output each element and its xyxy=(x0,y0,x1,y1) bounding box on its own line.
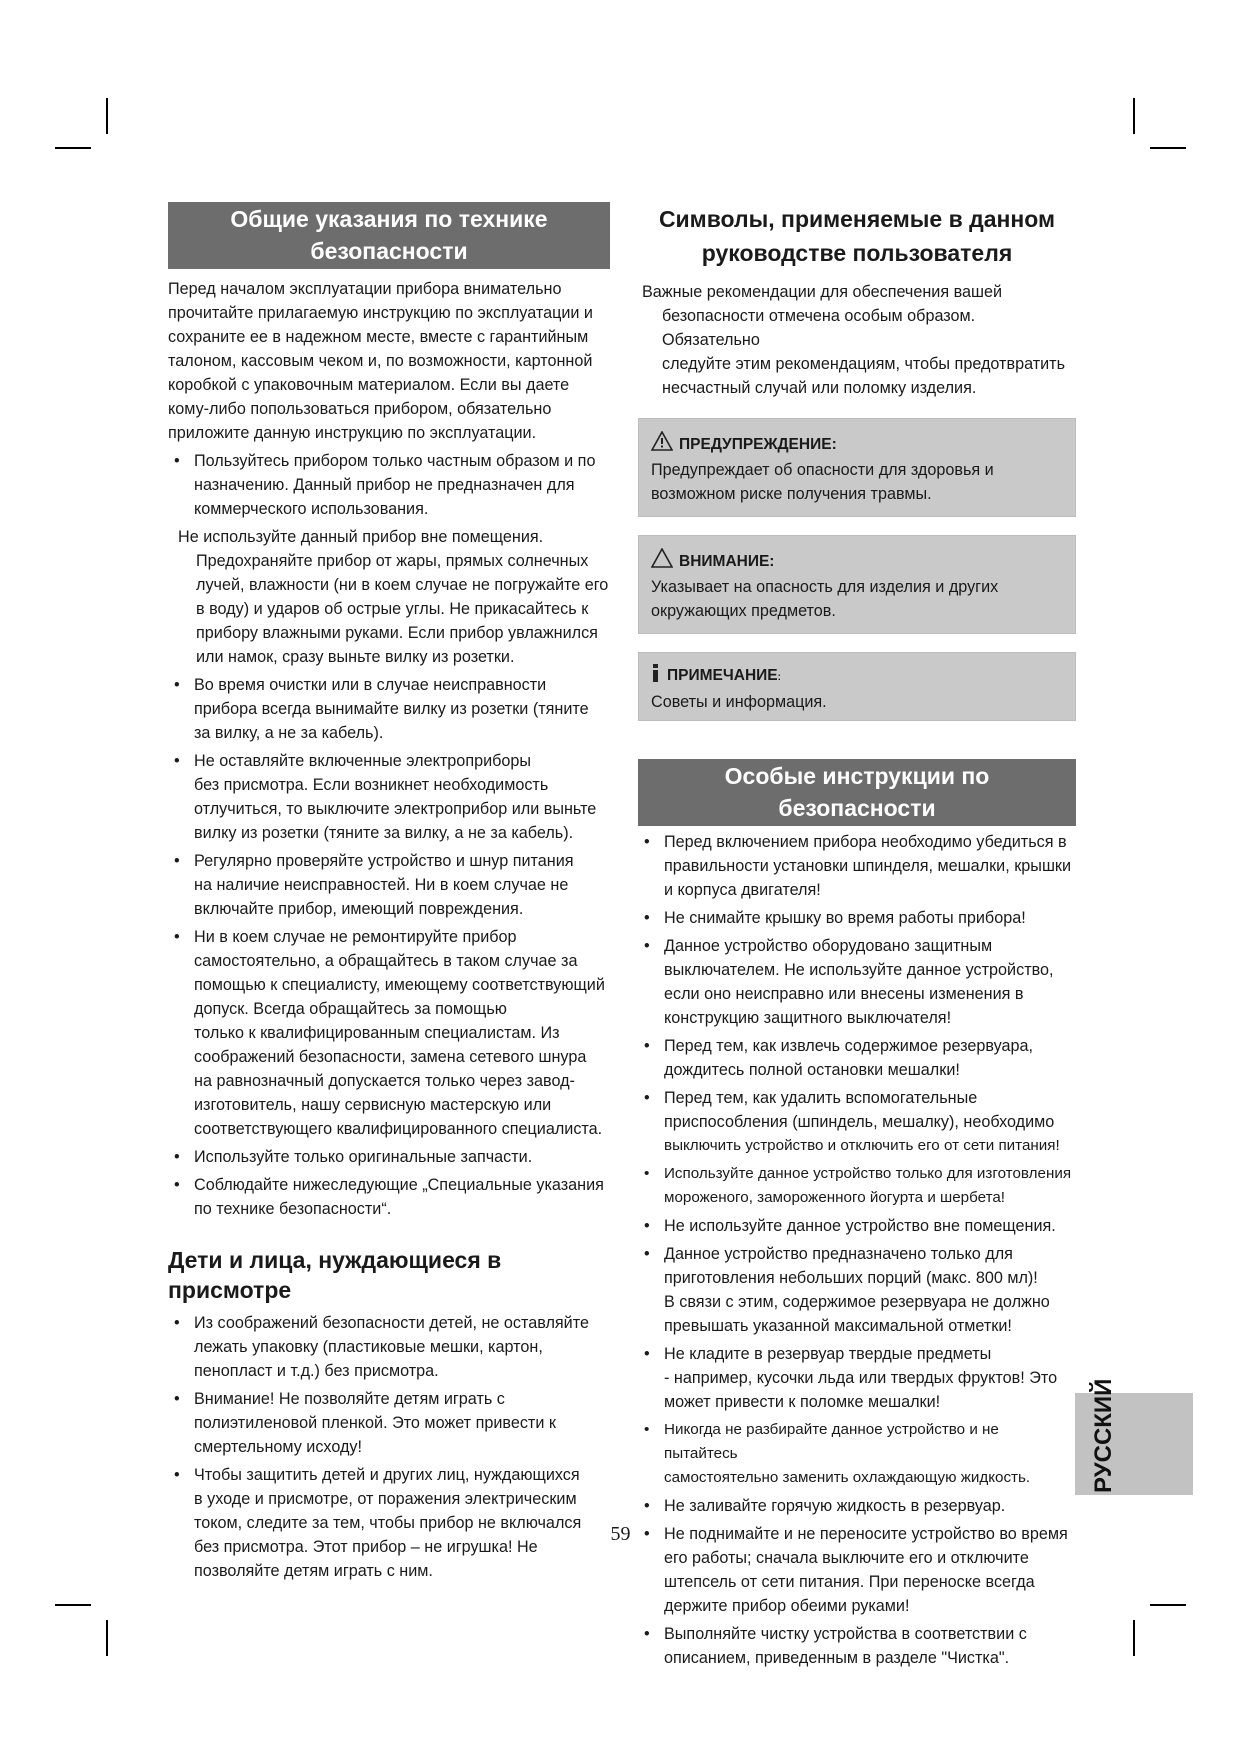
text-line: смертельному исходу! xyxy=(194,1438,363,1456)
text-line: талоном, кассовым чеком и, по возможности, картонной xyxy=(168,352,593,370)
crop-mark xyxy=(1133,1620,1135,1656)
text-line: Не заливайте горячую жидкость в резервуар. xyxy=(664,1497,1006,1515)
note-text xyxy=(651,690,1063,714)
text-line: Предохраняйте прибор от жары, прямых солнечных xyxy=(196,552,589,570)
list-item: • Не поднимайте и не переносите устройство во время его работы; сначала выключите его и отключите штепсель от сети питания. При переноске всегда держите прибор обеими руками! xyxy=(638,1522,1076,1618)
text-line: полиэтиленовой пленкой. Это может привести к xyxy=(194,1414,556,1432)
warning-box xyxy=(638,418,1076,517)
text-line: держите прибор обеими руками! xyxy=(664,1597,910,1615)
note-title-row xyxy=(651,663,1063,690)
text-line: позволяйте детям играть с ним. xyxy=(194,1562,433,1580)
text-line: вилку из розетки (тяните за вилку, а не за кабель). xyxy=(194,824,574,842)
warning-title-row xyxy=(651,431,1063,458)
text-line: несчастный случай или поломку изделия. xyxy=(662,379,977,397)
list-item: • Не кладите в резервуар твердые предметы - например, кусочки льда или твердых фруктов! Это может привести к поломке мешалки! xyxy=(638,1342,1076,1414)
text-line: приготовления небольших порций (макс. 800 мл)! xyxy=(664,1269,1038,1287)
text-line: в уходе и присмотре, от поражения электрическим xyxy=(194,1490,577,1508)
text-line: Данное устройство оборудовано защитным xyxy=(664,937,993,955)
warning-title: ПРЕДУПРЕЖДЕНИЕ: xyxy=(679,435,837,453)
text-line: Не поднимайте и не переносите устройство во время xyxy=(664,1525,1068,1543)
text-line: Во время очистки или в случае неисправности xyxy=(194,676,547,694)
text-line: правильности установки шпинделя, мешалки, крышки xyxy=(664,857,1072,875)
outdoor-warning-line: Не используйте данный прибор вне помещения. xyxy=(178,528,544,546)
list-item: • Чтобы защитить детей и других лиц, нуждающихся в уходе и присмотре, от поражения электрическим током, следите за тем, чтобы прибор не включался без присмотра. Этот прибор – не игрушка! Не позволяйте детям играть с ним. xyxy=(168,1463,610,1583)
text-line: его работы; сначала выключите его и отключите xyxy=(664,1549,1029,1567)
text-line: назначению. Данный прибор не предназначен для xyxy=(194,476,575,494)
list-item: • Регулярно проверяйте устройство и шнур питания на наличие неисправностей. Ни в коем случае не включайте прибор, имеющий повреждения. xyxy=(168,849,610,921)
text-line: описанием, приведенным в разделе "Чистка". xyxy=(664,1649,1010,1667)
text-line: на равнозначный допускается только через завод- xyxy=(194,1072,575,1090)
crop-mark xyxy=(106,1620,108,1656)
note-title-colon: : xyxy=(777,671,781,683)
text-line: без присмотра. Если возникнет необходимость xyxy=(194,776,549,794)
text-line: приложите данную инструкцию по эксплуатации. xyxy=(168,424,537,442)
crop-mark xyxy=(55,1604,91,1606)
page-number: 59 xyxy=(610,1523,631,1545)
symbols-intro xyxy=(638,280,1076,400)
list-item: • Перед включением прибора необходимо убедиться в правильности установки шпинделя, мешалки, крышки и корпуса двигателя! xyxy=(638,830,1076,902)
text-line: коробкой с упаковочным материалом. Если вы даете xyxy=(168,376,570,394)
text-line: Регулярно проверяйте устройство и шнур питания xyxy=(194,852,574,870)
caution-title: ВНИМАНИЕ: xyxy=(679,552,775,570)
caution-text xyxy=(651,575,1063,623)
text-line: соображений безопасности, замена сетевого шнура xyxy=(194,1048,587,1066)
text-line: окружающих предметов. xyxy=(651,602,836,620)
text-line: допуск. Всегда обращайтесь за помощью xyxy=(194,1000,507,1018)
text-line: безопасности отмечена особым образом. Обязательно xyxy=(662,307,976,349)
text-line: конструкцию защитного выключателя! xyxy=(664,1009,952,1027)
right-column xyxy=(638,202,1076,1670)
warning-triangle-icon xyxy=(651,431,673,458)
text-line: без присмотра. Этот прибор – не игрушка! Не xyxy=(194,1538,538,1556)
crop-mark xyxy=(1150,1604,1186,1606)
text-line: может привести к поломке мешалки! xyxy=(664,1393,941,1411)
text-line: Никогда не разбирайте данное устройство и не пытайтесь xyxy=(664,1421,999,1462)
text-line: и корпуса двигателя! xyxy=(664,881,821,899)
text-line: кому-либо попользоваться прибором, обязательно xyxy=(168,400,552,418)
text-line: током, следите за тем, чтобы прибор не включался xyxy=(194,1514,582,1532)
note-title xyxy=(667,665,781,689)
list-item: • Не используйте данное устройство вне помещения. xyxy=(638,1214,1076,1238)
text-line: по технике безопасности“. xyxy=(194,1200,392,1218)
text-line: В связи с этим, содержимое резервуара не должно xyxy=(664,1293,1050,1311)
list-item: • Из соображений безопасности детей, не оставляйте лежать упаковку (пластиковые мешки, картон, пенопласт и т.д.) без присмотра. xyxy=(168,1311,610,1383)
text-line: или намок, сразу выньте вилку из розетки. xyxy=(196,648,515,666)
text-line: Перед началом эксплуатации прибора внимательно xyxy=(168,280,562,298)
text-line: отлучиться, то выключите электроприбор или выньте xyxy=(194,800,597,818)
caution-title-row xyxy=(651,548,1063,575)
text-line: в воду) и ударов об острые углы. Не прикасайтесь к xyxy=(196,600,589,618)
text-line: приспособления (шпиндель, мешалку), необходимо xyxy=(664,1113,1055,1131)
note-box xyxy=(638,652,1076,721)
text-line: включайте прибор, имеющий повреждения. xyxy=(194,900,524,918)
text-line: Используйте данное устройство только для изготовления xyxy=(664,1165,1072,1182)
text-line: пенопласт и т.д.) без присмотра. xyxy=(194,1362,439,1380)
children-heading: Дети и лица, нуждающиеся в присмотре xyxy=(168,1247,502,1303)
list-item: • Используйте только оригинальные запчасти. xyxy=(168,1145,610,1169)
text-line: самостоятельно, а обращайтесь в таком случае за xyxy=(194,952,578,970)
text-line: Чтобы защитить детей и других лиц, нуждающихся xyxy=(194,1466,580,1484)
text-line: прочитайте прилагаемую инструкцию по эксплуатации и xyxy=(168,304,593,322)
list-item: • Данное устройство оборудовано защитным выключателем. Не используйте данное устройство, если оно неисправно или внесены изменения в конструкцию защитного выключателя! xyxy=(638,934,1076,1030)
text-line: лежать упаковку (пластиковые мешки, картон, xyxy=(194,1338,543,1356)
crop-mark xyxy=(106,98,108,134)
crop-mark xyxy=(55,147,91,149)
text-line: на наличие неисправностей. Ни в коем случае не xyxy=(194,876,569,894)
text-line: прибора всегда вынимайте вилку из розетки (тяните xyxy=(194,700,589,718)
text-line: Предупреждает об опасности для здоровья и xyxy=(651,461,994,479)
special-safety-heading: Особые инструкции по безопасности xyxy=(638,759,1076,826)
text-line: Не оставляйте включенные электроприборы xyxy=(194,752,532,770)
list-item: • Внимание! Не позволяйте детям играть с полиэтиленовой пленкой. Это может привести к смертельному исходу! xyxy=(168,1387,610,1459)
general-safety-list-2 xyxy=(168,673,610,1221)
text-line: Не кладите в резервуар твердые предметы xyxy=(664,1345,992,1363)
text-line: Перед тем, как удалить вспомогательные xyxy=(664,1089,978,1107)
text-line: прибору влажными руками. Если прибор увлажнился xyxy=(196,624,598,642)
text-line: Ни в коем случае не ремонтируйте прибор xyxy=(194,928,517,946)
caution-box xyxy=(638,535,1076,634)
list-item: • Перед тем, как удалить вспомогательные приспособления (шпиндель, мешалку), необходимо выключить устройство и отключить его от сети питания! xyxy=(638,1086,1076,1158)
list-item: • Данное устройство предназначено только для приготовления небольших порций (макс. 800 мл)! В связи с этим, содержимое резервуара не должно превышать указанной максимальной отметки! xyxy=(638,1242,1076,1338)
general-safety-heading: Общие указания по технике безопасности xyxy=(168,202,610,269)
text-line: соответствующего квалифицированного специалиста. xyxy=(194,1120,603,1138)
list-item: • Перед тем, как извлечь содержимое резервуара, дождитесь полной остановки мешалки! xyxy=(638,1034,1076,1082)
language-tab-label: РУССКИЙ xyxy=(1090,1378,1117,1493)
text-line: Перед включением прибора необходимо убедиться в xyxy=(664,833,1067,851)
text-line: выключателем. Не используйте данное устройство, xyxy=(664,961,1054,979)
list-item: • Пользуйтесь прибором только частным образом и по назначению. Данный прибор не предназначен для коммерческого использования. xyxy=(168,449,610,521)
list-item: • Соблюдайте нижеследующие „Специальные указания по технике безопасности“. xyxy=(168,1173,610,1221)
list-item: • Не оставляйте включенные электроприборы без присмотра. Если возникнет необходимость отлучиться, то выключите электроприбор или выньте вилку из розетки (тяните за вилку, а не за кабель). xyxy=(168,749,610,845)
text-line: выключить устройство и отключить его от сети питания! xyxy=(664,1137,1060,1154)
text-line: Советы и информация. xyxy=(651,693,827,711)
symbols-heading-line-1: Символы, применяемые в данном xyxy=(658,206,1056,232)
general-safety-list xyxy=(168,449,610,521)
text-line: мороженого, замороженного йогурта и шербета! xyxy=(664,1189,1006,1206)
text-line: Соблюдайте нижеследующие „Специальные указания xyxy=(194,1176,604,1194)
info-icon xyxy=(651,663,661,690)
text-line: - например, кусочки льда или твердых фруктов! Это xyxy=(664,1369,1058,1387)
text-line: за вилку, а не за кабель). xyxy=(194,724,384,742)
list-item: • Ни в коем случае не ремонтируйте прибор самостоятельно, а обращайтесь в таком случае за помощью к специалисту, имеющему соответствующий допуск. Всегда обращайтесь за помощью только к квалифицированным специалистам. Из соображений безопасности, замена сетевого шнура на равнозначный допускается только через завод- изготовитель, нашу сервисную мастерскую или соответствующего квалифицированного специалиста. xyxy=(168,925,610,1141)
text-line: Не используйте данное устройство вне помещения. xyxy=(664,1217,1056,1235)
text-line: Указывает на опасность для изделия и других xyxy=(651,578,999,596)
caution-triangle-icon xyxy=(651,548,673,575)
text-line: только к квалифицированным специалистам. Из xyxy=(194,1024,560,1042)
text-line: Перед тем, как извлечь содержимое резервуара, xyxy=(664,1037,1034,1055)
text-line: если оно неисправно или внесены изменения в xyxy=(664,985,1024,1003)
text-line: сохраните ее в надежном месте, вместе с гарантийным xyxy=(168,328,589,346)
list-item: • Не заливайте горячую жидкость в резервуар. xyxy=(638,1494,1076,1518)
text-line: Пользуйтесь прибором только частным образом и по xyxy=(194,452,596,470)
warning-text xyxy=(651,458,1063,506)
text-line: штепсель от сети питания. При переноске всегда xyxy=(664,1573,1035,1591)
text-line: возможном риске получения травмы. xyxy=(651,485,932,503)
crop-mark xyxy=(1150,147,1186,149)
list-item: • Выполняйте чистку устройства в соответствии с описанием, приведенным в разделе "Чистка". xyxy=(638,1622,1076,1670)
list-item: • Используйте данное устройство только для изготовления мороженого, замороженного йогурта и шербета! xyxy=(638,1162,1076,1210)
text-line: Из соображений безопасности детей, не оставляйте xyxy=(194,1314,589,1332)
general-safety-intro xyxy=(168,277,610,445)
text-line: дождитесь полной остановки мешалки! xyxy=(664,1061,960,1079)
text-line: Важные рекомендации для обеспечения вашей xyxy=(642,283,1003,301)
left-column xyxy=(168,202,610,1583)
list-item: • Не снимайте крышку во время работы прибора! xyxy=(638,906,1076,930)
symbols-heading-line-2: руководстве пользователя xyxy=(701,240,1013,266)
text-line: коммерческого использования. xyxy=(194,500,429,518)
text-line: Внимание! Не позволяйте детям играть с xyxy=(194,1390,505,1408)
list-item: • Во время очистки или в случае неисправности прибора всегда вынимайте вилку из розетки (тяните за вилку, а не за кабель). xyxy=(168,673,610,745)
crop-mark xyxy=(1133,98,1135,134)
text-line: Выполняйте чистку устройства в соответствии с xyxy=(664,1625,1027,1643)
text-line: самостоятельно заменить охлаждающую жидкость. xyxy=(664,1469,1031,1486)
text-line: превышать указанной максимальной отметки! xyxy=(664,1317,1012,1335)
protection-paragraph xyxy=(168,549,610,669)
text-line: изготовитель, нашу сервисную мастерскую или xyxy=(194,1096,552,1114)
text-line: следуйте этим рекомендациям, чтобы предотвратить xyxy=(662,355,1066,373)
text-line: Данное устройство предназначено только для xyxy=(664,1245,1013,1263)
text-line: Используйте только оригинальные запчасти. xyxy=(194,1148,533,1166)
text-line: помощью к специалисту, имеющему соответствующий xyxy=(194,976,605,994)
text-line: Не снимайте крышку во время работы прибора! xyxy=(664,909,1026,927)
note-title-text: ПРИМЕЧАНИЕ xyxy=(667,666,778,684)
text-line: лучей, влажности (ни в коем случае не погружайте его xyxy=(196,576,609,594)
list-item: • Никогда не разбирайте данное устройство и не пытайтесь самостоятельно заменить охлаждающую жидкость. xyxy=(638,1418,1076,1490)
